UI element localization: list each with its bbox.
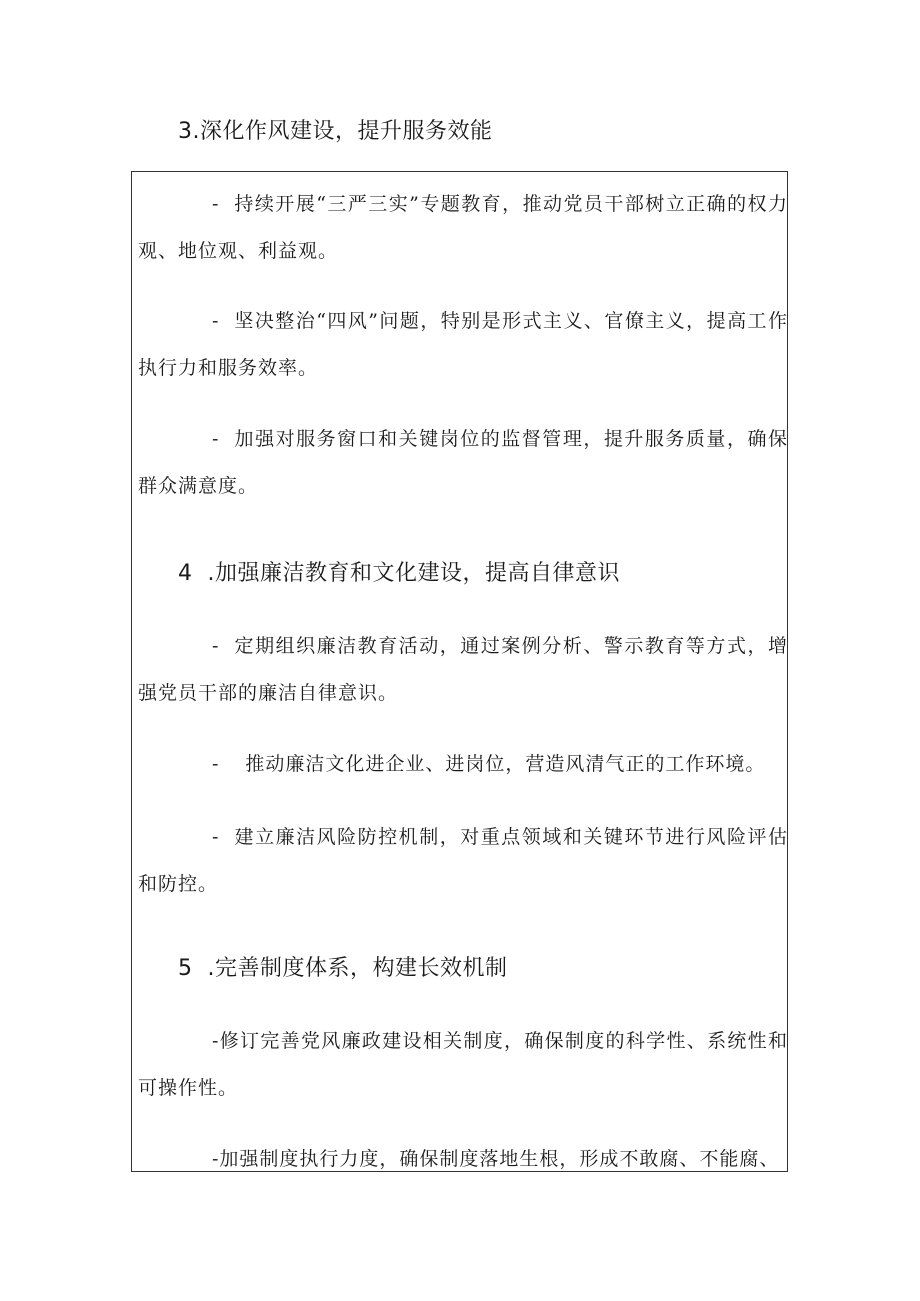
- section-4-heading: 4 .加强廉洁教育和文化建设，提高自律意识: [178, 561, 620, 586]
- list-dash: -: [212, 635, 220, 657]
- item-text: 坚决整治“四风”问题，特别是形式主义、官僚主义，提高工作执行力和服务效率。: [138, 310, 788, 379]
- item-text: 推动廉洁文化进企业、进岗位，营造风清气正的工作环境。: [245, 753, 766, 775]
- item-text: 加强制度执行力度，确保制度落地生根，形成不敢腐、不能腐、: [219, 1148, 780, 1170]
- section-3-item-1: [138, 181, 788, 275]
- list-dash: -: [212, 1148, 220, 1170]
- list-dash: -: [212, 826, 220, 848]
- section-3-item-3: [138, 416, 788, 510]
- section-5-item-1: [138, 1018, 788, 1112]
- list-dash: -: [212, 428, 220, 450]
- section-5-heading: 5 .完善制度体系，构建长效机制: [178, 956, 508, 981]
- section-3-item-2: [138, 298, 788, 392]
- section-3-heading: 3.深化作风建设，提升服务效能: [178, 119, 493, 144]
- list-dash: -: [212, 1030, 220, 1052]
- item-text: 定期组织廉洁教育活动，通过案例分析、警示教育等方式，增强党员干部的廉洁自律意识。: [138, 635, 788, 704]
- section-4-item-1: [138, 623, 788, 717]
- item-text: 加强对服务窗口和关键岗位的监督管理，提升服务质量，确保群众满意度。: [138, 428, 788, 497]
- section-4-item-3: [138, 814, 788, 908]
- section-4-item-2: [138, 741, 788, 788]
- list-dash: -: [212, 310, 220, 332]
- item-text: 持续开展“三严三实”专题教育，推动党员干部树立正确的权力观、地位观、利益观。: [138, 193, 788, 262]
- item-text: 建立廉洁风险防控机制，对重点领域和关键环节进行风险评估和防控。: [138, 826, 788, 895]
- list-dash: -: [212, 193, 220, 215]
- list-dash: -: [212, 753, 220, 775]
- section-5-item-2: [138, 1136, 788, 1171]
- item-text: 修订完善党风廉政建设相关制度，确保制度的科学性、系统性和可操作性。: [138, 1030, 788, 1099]
